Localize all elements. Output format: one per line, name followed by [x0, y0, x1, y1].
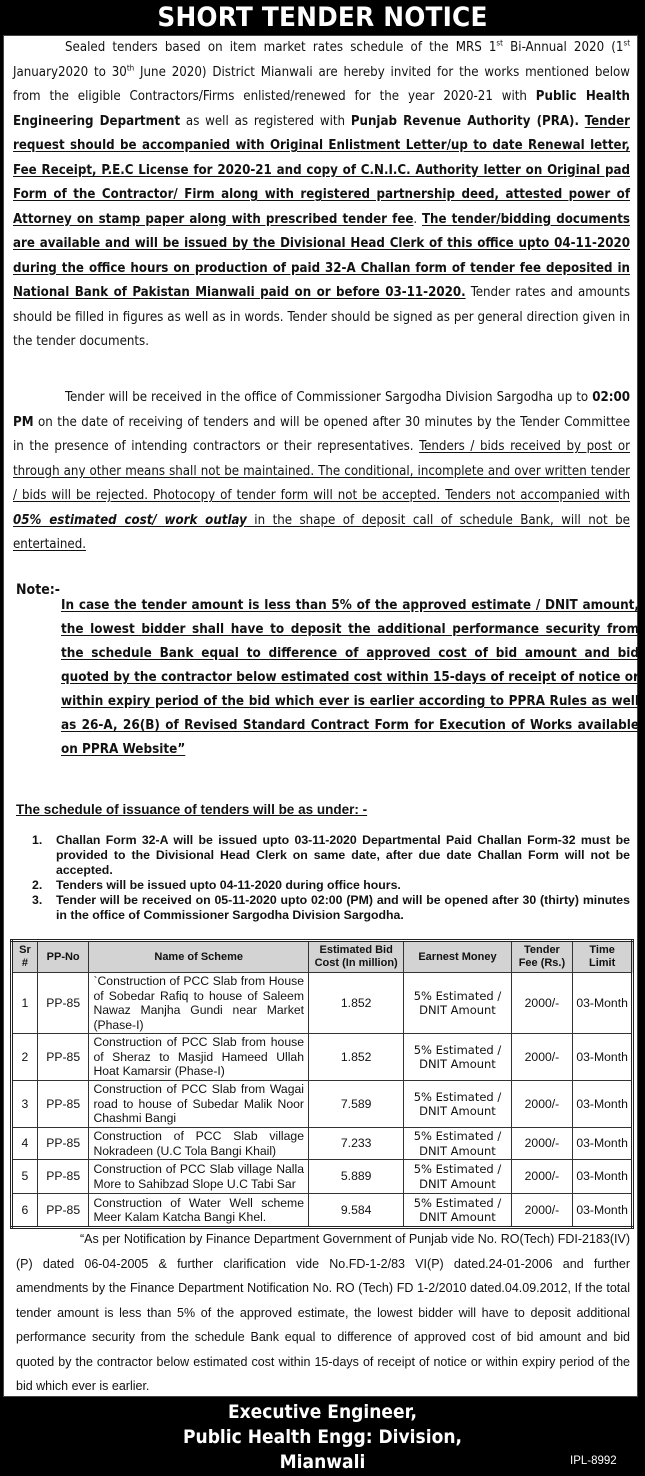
table-row: 3 PP-85 Construction of PCC Slab from Wagai road to house of Subedar Malik Noor Chashmi Bangi 7.589 5% Estimated / DNIT Amount 2000/- 03-Month	[12, 1081, 633, 1128]
estimated-cost-requirement: 05% estimated cost/ work outlay	[13, 512, 247, 528]
schedule-item: 2. Tenders will be issued upto 04-11-2020 during office hours.	[32, 878, 401, 892]
documents-issue-text: The tender/bidding documents are available and will be issued by the Divisional Head Clerk of this office upto 04-11-2020 during the office hours on production of paid 32-A Challan form of tender fee deposited in National Bank of Pakistan Mianwali paid on or before 03-11-2020.	[13, 211, 630, 300]
note-label: Note:-	[16, 582, 61, 598]
requirements-text: Tender request should be accompanied with Original Enlistment Letter/up to date Renewal letter, Fee Receipt, P.E.C License for 2020-21 and copy of C.N.I.C. Authority letter on Original pad Form of the Contractor/ Firm along with registered partnership deed, attested power of Attorney on stamp paper along with prescribed tender fee	[13, 113, 630, 227]
note-text: In case the tender amount is less than 5% of the approved estimate / DNIT amount, the lowest bidder shall have to deposit the additional performance security from the schedule Bank equal to difference of approved cost of bid amount and bid quoted by the contractor below estimated cost within 15-days of receipt of notice or within expiry period of the bid which ever is earlier according to PPRA Rules as well as 26-A, 26(B) of Revised Standard Contract Form for Execution of Works available on PPRA Website”	[61, 598, 639, 757]
schedule-item: 1. Challan Form 32-A will be issued upto 03-11-2020 Departmental Paid Challan Form-32 must be provided to the Divisional Head Clerk on same date, after due date Challan Form will not be accepted.	[32, 833, 630, 877]
table-row: 1 PP-85 `Construction of PCC Slab from House of Sobedar Rafiq to house of Saleem Nawaz Manjha Gundi near Market (Phase-I) 1.852 5% Estimated / DNIT Amount 2000/- 03-Month	[12, 973, 633, 1034]
signature-location: Mianwali	[279, 1451, 366, 1473]
authority-name: Punjab Revenue Authority (PRA).	[350, 113, 579, 129]
signature-division: Public Health Engg: Division,	[182, 1426, 463, 1448]
notice-body	[3, 35, 638, 1397]
col-header-scheme: Name of Scheme	[89, 941, 309, 973]
col-header-pp-no: PP-No	[37, 941, 89, 973]
table-header-row	[12, 941, 633, 973]
schedule-item: 3. Tender will be received on 05-11-2020 upto 02:00 (PM) and will be opened after 30 (thirty) minutes in the office of Commissioner Sargodha Division Sargodha.	[32, 893, 630, 922]
table-row: 6 PP-85 Construction of Water Well scheme Meer Kalam Katcha Bangi Khel. 9.584 5% Estimated / DNIT Amount 2000/- 03-Month	[12, 1194, 633, 1228]
col-header-cost: Estimated Bid Cost (In million)	[308, 941, 403, 973]
works-table	[10, 939, 634, 1229]
col-header-earnest: Earnest Money	[404, 941, 511, 973]
finance-notification-paragraph: “As per Notification by Finance Department Government of Punjab vide No. RO(Tech) FDI-2183(IV)(P) dated 06-04-2005 & further clarification vide No.FD-1-2/83 VI(P) dated.24-01-2006 and further amendments by the Finance Department Notification No. RO (Tech) FD 1-2/2010 dated.04.09.2012, If the total tender amount is less than 5% of the approved estimate, the lowest bidder will have to deposit additional performance security from the schedule Bank equal to difference of approved cost of bid amount and bid quoted by the contractor below estimated cost within 15-days of receipt of notice or within expiry period of the bid which ever is earlier.	[16, 1232, 630, 1393]
col-header-fee: Tender Fee (Rs.)	[511, 941, 573, 973]
table-row: 2 PP-85 Construction of PCC Slab from house of Sheraz to Masjid Hameed Ullah Hoat Kamarsir (Phase-I) 1.852 5% Estimated / DNIT Amount 2000/- 03-Month	[12, 1034, 633, 1081]
table-row: 5 PP-85 Construction of PCC Slab village Nalla More to Sahibzad Slope U.C Tabi Sar 5.889 5% Estimated / DNIT Amount 2000/- 03-Month	[12, 1160, 633, 1194]
notice-title: SHORT TENDER NOTICE	[157, 2, 488, 33]
department-name: Public Health Engineering Department	[13, 89, 630, 129]
receipt-paragraph: Tender will be received in the office of Commissioner Sargodha Division Sargodha up to 02:00 PM on the date of receiving of tenders and will be opened after 30 minutes by the Tender Committee in the presence of intending contractors or their representatives. Tenders / bids received by post or through any other means shall not be maintained. The conditional, incomplete and over written tender / bids will be rejected. Photocopy of tender form will not be accepted. Tenders not accompanied with 05% estimated cost/ work outlay in the shape of deposit call of schedule Bank, will not be entertained.	[13, 390, 630, 552]
col-header-sr: Sr #	[12, 941, 38, 973]
deadline-time: 02:00 PM	[13, 390, 630, 430]
table-row: 4 PP-85 Construction of PCC Slab village Nokradeen (U.C Tola Bangi Khail) 7.233 5% Estimated / DNIT Amount 2000/- 03-Month	[12, 1128, 633, 1160]
schedule-list	[32, 833, 630, 923]
intro-paragraph: Sealed tenders based on item market rates schedule of the MRS 1st Bi-Annual 2020 (1st January2020 to 30th June 2020) District Mianwali are hereby invited for the works mentioned below from the eligible Contractors/Firms enlisted/renewed for the year 2020-21 with Public Health Engineering Department as well as registered with Punjab Revenue Authority (PRA). Tender request should be accompanied with Original Enlistment Letter/up to date Renewal letter, Fee Receipt, P.E.C License for 2020-21 and copy of C.N.I.C. Authority letter on Original pad Form of the Contractor/ Firm along with registered partnership deed, attested power of Attorney on stamp paper along with prescribed tender fee. The tender/bidding documents are available and will be issued by the Divisional Head Clerk of this office upto 04-11-2020 during the office hours on production of paid 32-A Challan form of tender fee deposited in National Bank of Pakistan Mianwali paid on or before 03-11-2020. Tender rates and amounts should be filled in figures as well as in words. Tender should be signed as per general direction given in the tender documents.	[13, 38, 631, 349]
reference-code: IPL-8992	[570, 1455, 617, 1467]
schedule-heading: The schedule of issuance of tenders will be as under: -	[16, 802, 368, 817]
col-header-time: Time Limit	[573, 941, 633, 973]
signature-title: Executive Engineer,	[227, 1401, 418, 1423]
